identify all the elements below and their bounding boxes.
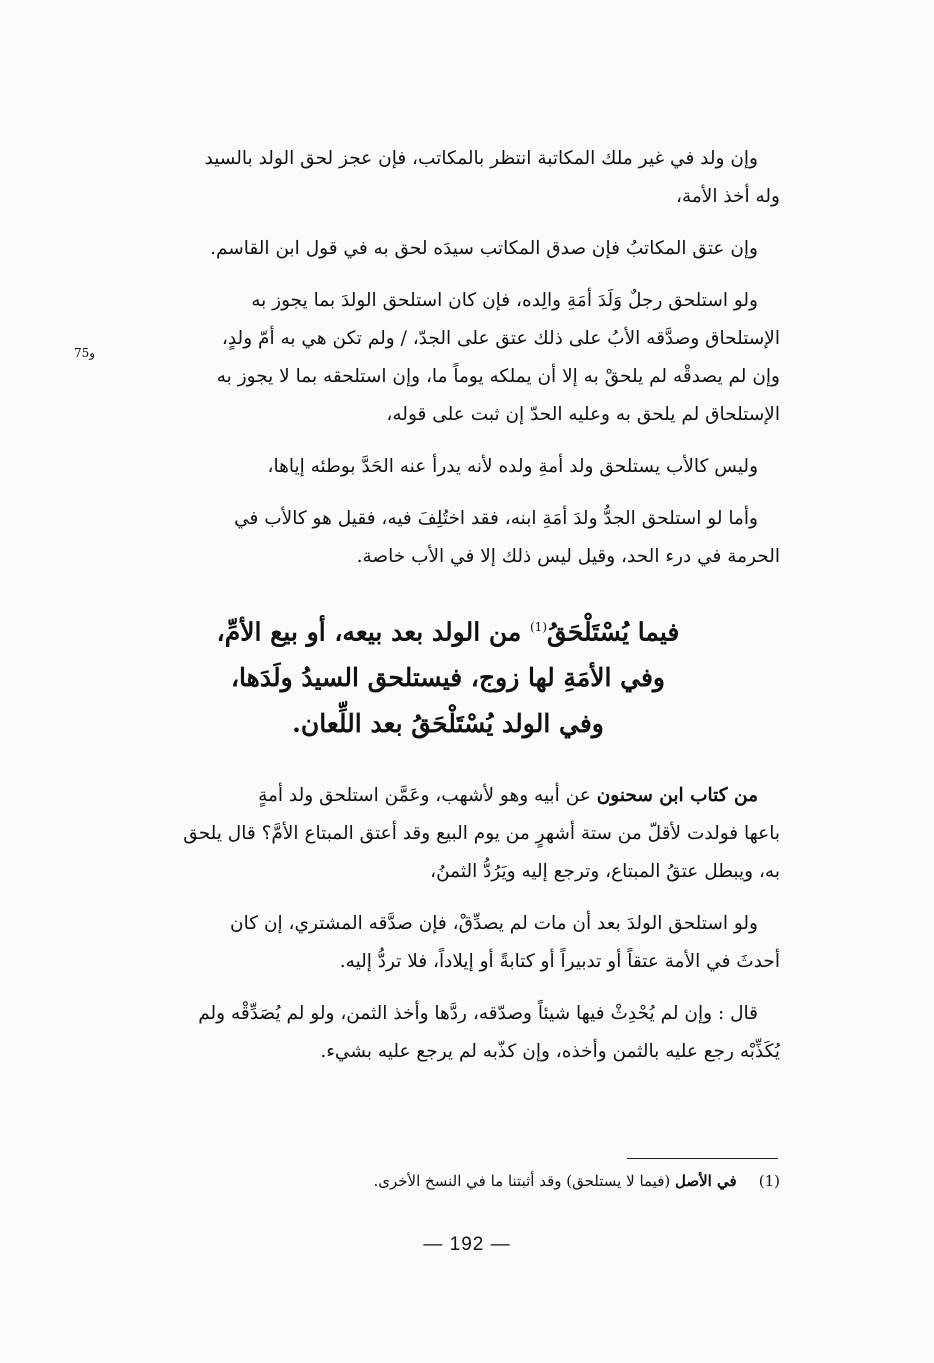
footnote-divider [627, 1158, 778, 1159]
text-line: وإن لم يصدقْه لم يلحقْ به إلا أن يملكه يوماً ما، وإن استلحقه بما لا يجوز به [216, 366, 780, 387]
source-reference: من كتاب ابن سحنون [596, 785, 758, 807]
heading-line-3: وفي الولد يُسْتَلْحَقُ بعد اللِّعان. [292, 709, 604, 739]
paragraph [116, 905, 780, 981]
footnote-number: (1) [758, 1172, 780, 1190]
paragraph [116, 995, 780, 1071]
text-line: وأما لو استلحق الجدُّ ولدَ أمَةِ ابنه، فقد اختُلِفَ فيه، فقيل هو كالأب في [234, 508, 758, 529]
text-line: وليس كالأب يستلحق ولد أمةِ ولده لأنه يدرأ عنه الحَدَّ بوطئه إياها، [267, 456, 758, 477]
heading-line-1: فيما يُسْتَلْحَقُ$^{(1)}$ من الولد بعد بيعه، أو بيع الأمِّ، [216, 617, 680, 647]
text-line: الإستلحاق وصدَّقه الأبُ على ذلك عتق على الجدّ، / ولم تكن هي به أمّ ولدٍ، [221, 328, 780, 349]
text-line: الإستلحاق لم يلحق به وعليه الحدّ إن ثبت على قوله، [386, 404, 780, 425]
margin-folio-note: 75و [74, 346, 96, 360]
heading-line-2: وفي الأمَةِ لها زوج، فيستلحق السيدُ ولَدَها، [230, 663, 665, 693]
text-line: أحدثَ في الأمة عتقاً أو تدبيراً أو كتابةً أو إيلاداً، فلا تردُّ إليه. [339, 951, 780, 973]
text-line: وإن عتق المكاتبُ فإن صدق المكاتب سيدَه لحق به في قول ابن القاسم. [210, 238, 758, 259]
footnote-bold: في الأصل [675, 1172, 737, 1190]
text-line: الحرمة في درء الحد، وقيل ليس ذلك إلا في الأب خاصة. [356, 546, 780, 567]
text-line: ولو استلحق رجلٌ وَلَدَ أمَةِ والِده، فإن كان استلحق الولدَ بما يجوز به [251, 290, 758, 311]
paragraph [116, 777, 780, 891]
text-line: يُكَذِّبْه رجع عليه بالثمن وأخذه، وإن كذّبه لم يرجع عليه بشيء. [320, 1041, 780, 1063]
paragraph [116, 230, 780, 268]
paragraph-group-top [116, 140, 780, 576]
text-line: وله أخذ الأمة، [675, 186, 780, 207]
page-number: — 192 — [423, 1234, 511, 1255]
text-line: من كتاب ابن سحنون عن أبيه وهو لأشهب، وعَمَّن استلحق ولد أمةٍ [258, 785, 758, 807]
main-text [116, 140, 780, 1085]
text-line: ولو استلحق الولدَ بعد أن مات لم يصدِّقْ، فإن صدَّقه المشتري، إن كان [230, 913, 758, 935]
text-line: وإن ولد في غير ملك المكاتبة انتظر بالمكاتب، فإن عجز لحق الولد بالسيد [204, 148, 758, 169]
footnote-text: (فيما لا يستلحق) وقد أثبتنا ما في النسخ الأخرى. [373, 1172, 676, 1190]
text-line: باعها فولدت لأقلّ من ستة أشهرٍ من يوم البيع وقد أعتق المبتاع الأمَّ؟ قال يلحق [183, 823, 780, 845]
paragraph [116, 140, 780, 216]
footnote-ref[interactable]: (1) [529, 620, 547, 634]
section-heading [116, 604, 780, 747]
text-line: به، ويبطل عتقُ المبتاع، وترجع إليه ويَرُدُّ الثمنُ، [430, 861, 780, 883]
paragraph [116, 448, 780, 486]
paragraph [116, 500, 780, 576]
paragraph-group-bottom [116, 777, 780, 1071]
footnote [160, 1172, 780, 1190]
text-line: قال : وإن لم يُحْدِثْ فيها شيئاً وصدّقه، ردَّها وأخذ الثمن، ولو لم يُصَدِّقْه ولم [198, 1003, 758, 1025]
paragraph [116, 282, 780, 434]
